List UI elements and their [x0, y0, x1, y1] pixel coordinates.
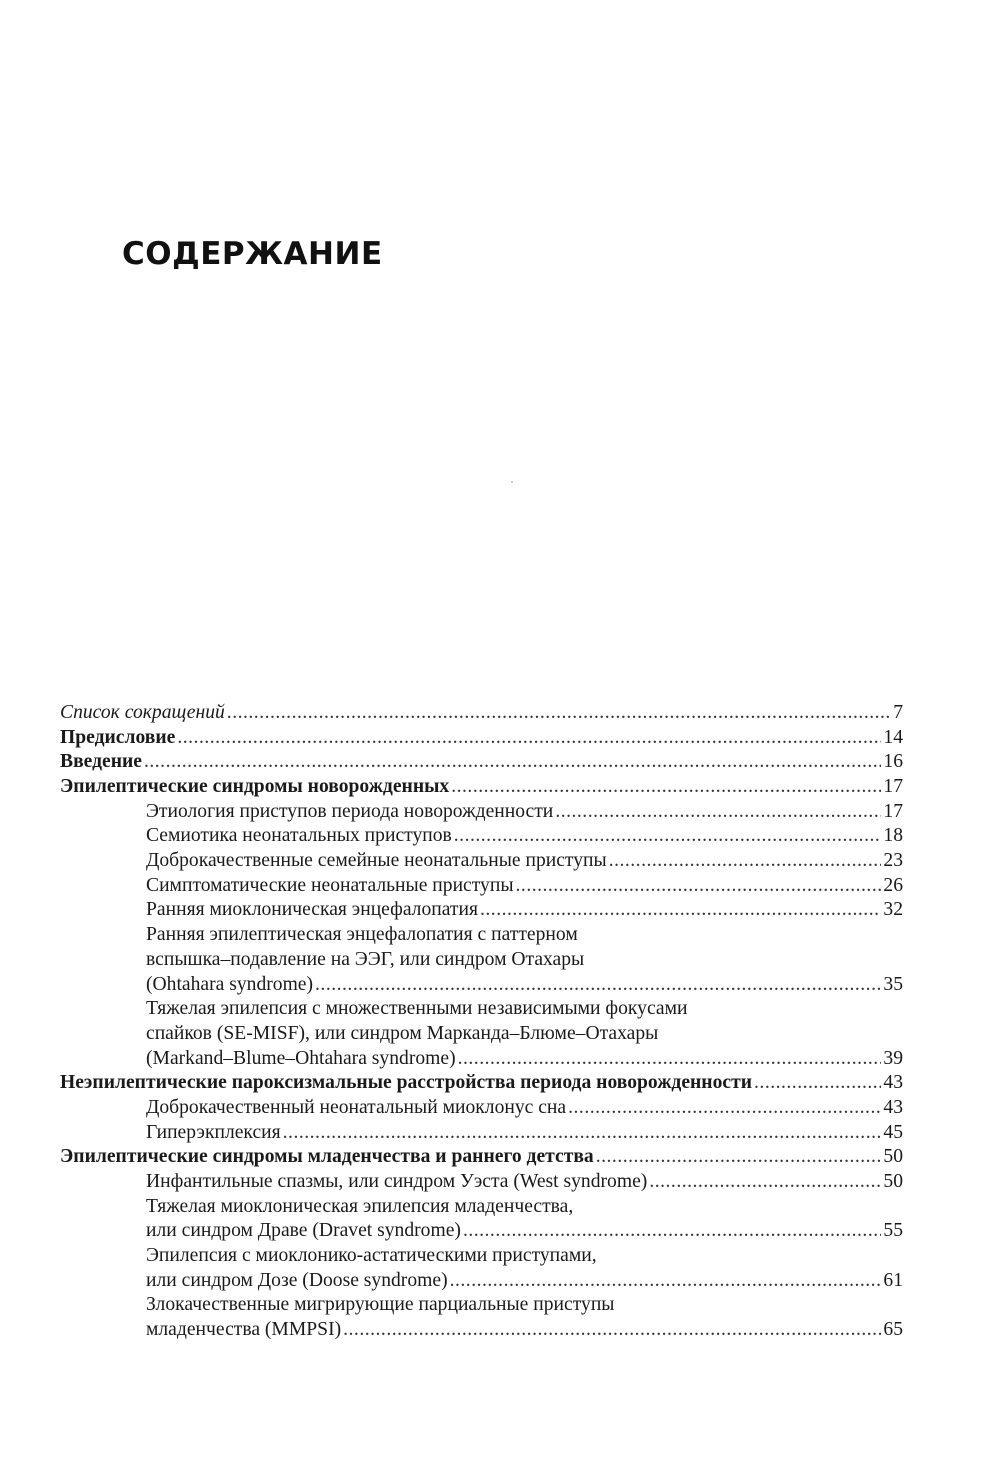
toc-entry-title: или синдром Драве (Dravet syndrome): [146, 1220, 461, 1242]
toc-entry[interactable]: [60, 948, 903, 973]
toc-entry-title: (Ohtahara syndrome): [146, 973, 314, 995]
toc-dot-leader: [144, 750, 881, 775]
toc-entry-title: спайков (SE-MISF), или синдром Марканда–Блюме–Отахары: [146, 1022, 659, 1044]
toc-page-number: 39: [883, 1047, 903, 1069]
toc-entry[interactable]: [60, 1096, 903, 1121]
toc-entry[interactable]: [60, 1071, 903, 1096]
toc-entry-title: Семиотика неонатальных приступов: [146, 825, 452, 847]
toc-entry-title: Этиология приступов периода новорожденности: [146, 800, 554, 822]
toc-entry[interactable]: [60, 1318, 903, 1343]
toc-dot-leader: [555, 800, 881, 825]
toc-dot-leader: [649, 1170, 881, 1195]
toc-entry[interactable]: [60, 997, 903, 1022]
toc-entry-title: Предисловие: [60, 726, 176, 748]
toc-entry[interactable]: [60, 1195, 903, 1220]
toc-entry[interactable]: [60, 1269, 903, 1294]
page-speck: [511, 481, 513, 483]
toc-entry-title: Доброкачественные семейные неонатальные приступы: [146, 850, 607, 872]
toc-entry[interactable]: [60, 923, 903, 948]
page-title: СОДЕРЖАНИЕ: [122, 236, 383, 272]
toc-page-number: 18: [883, 825, 903, 847]
toc-page-number: 43: [883, 1072, 903, 1094]
toc-entry-title: Список сокращений: [60, 701, 225, 723]
toc-dot-leader: [754, 1071, 881, 1096]
toc-dot-leader: [315, 973, 881, 998]
toc-page-number: 16: [883, 751, 903, 773]
toc-entry-title: младенчества (MMPSI): [146, 1319, 342, 1341]
toc-entry[interactable]: [60, 973, 903, 998]
toc-page-number: 23: [883, 850, 903, 872]
toc-entry[interactable]: [60, 726, 903, 751]
toc-page-number: 14: [883, 726, 903, 748]
toc-entry-title: Неэпилептические пароксизмальные расстройства периода новорожденности: [60, 1072, 753, 1094]
toc-dot-leader: [177, 726, 881, 751]
toc-entry-title: Эпилепсия с миоклонико-астатическими приступами,: [146, 1245, 597, 1267]
toc-dot-leader: [451, 775, 881, 800]
toc-dot-leader: [343, 1318, 881, 1343]
toc-dot-leader: [480, 898, 881, 923]
toc-dot-leader: [596, 1145, 882, 1170]
toc-entry-title: вспышка–подавление на ЭЭГ, или синдром Отахары: [146, 948, 585, 970]
toc-page-number: 32: [883, 899, 903, 921]
toc-entry[interactable]: [60, 824, 903, 849]
toc-entry-title: Доброкачественный неонатальный миоклонус сна: [146, 1096, 567, 1118]
toc-page-number: 50: [883, 1171, 903, 1193]
toc-page-number: 35: [883, 973, 903, 995]
toc-entry[interactable]: [60, 1244, 903, 1269]
toc-page-number: 43: [883, 1096, 903, 1118]
toc-entry[interactable]: [60, 1047, 903, 1072]
toc-entry-title: Тяжелая эпилепсия с множественными независимыми фокусами: [146, 998, 688, 1020]
toc-entry[interactable]: [60, 701, 903, 726]
toc-entry[interactable]: [60, 874, 903, 899]
toc-dot-leader: [450, 1269, 882, 1294]
toc-entry-title: Симптоматические неонатальные приступы: [146, 874, 514, 896]
toc-entry-title: Злокачественные мигрирующие парциальные приступы: [146, 1294, 615, 1316]
toc-entry[interactable]: [60, 849, 903, 874]
table-of-contents: [60, 701, 903, 1343]
toc-entry[interactable]: [60, 1145, 903, 1170]
toc-dot-leader: [609, 849, 882, 874]
toc-entry[interactable]: [60, 1121, 903, 1146]
toc-entry[interactable]: [60, 1022, 903, 1047]
toc-dot-leader: [516, 874, 882, 899]
toc-dot-leader: [454, 824, 882, 849]
toc-entry[interactable]: [60, 775, 903, 800]
toc-page-number: 50: [883, 1146, 903, 1168]
toc-entry[interactable]: [60, 750, 903, 775]
toc-dot-leader: [568, 1096, 881, 1121]
toc-entry[interactable]: [60, 1294, 903, 1319]
toc-page-number: 61: [883, 1269, 903, 1291]
toc-entry-title: Гиперэкплексия: [146, 1121, 281, 1143]
toc-entry-title: или синдром Дозе (Doose syndrome): [146, 1269, 448, 1291]
toc-entry[interactable]: [60, 800, 903, 825]
toc-entry-title: Ранняя миоклоническая энцефалопатия: [146, 899, 478, 921]
toc-entry-title: Введение: [60, 751, 142, 773]
toc-page-number: 17: [883, 800, 903, 822]
toc-entry[interactable]: [60, 1170, 903, 1195]
toc-page-number: 55: [883, 1220, 903, 1242]
toc-entry-title: Ранняя эпилептическая энцефалопатия с паттерном: [146, 924, 578, 946]
toc-dot-leader: [283, 1121, 882, 1146]
toc-page-number: 26: [883, 874, 903, 896]
toc-page-number: 65: [883, 1319, 903, 1341]
toc-entry[interactable]: [60, 1219, 903, 1244]
toc-page-number: 17: [883, 776, 903, 798]
toc-page-number: 45: [883, 1121, 903, 1143]
toc-entry-title: Тяжелая миоклоническая эпилепсия младенчества,: [146, 1195, 574, 1217]
toc-dot-leader: [463, 1219, 881, 1244]
toc-dot-leader: [227, 701, 891, 726]
toc-entry[interactable]: [60, 899, 903, 924]
toc-dot-leader: [458, 1047, 882, 1072]
toc-page-number: 7: [893, 701, 903, 723]
toc-entry-title: Инфантильные спазмы, или синдром Уэста (West syndrome): [146, 1171, 648, 1193]
toc-entry-title: (Markand–Blume–Ohtahara syndrome): [146, 1047, 456, 1069]
toc-entry-title: Эпилептические синдромы новорожденных: [60, 776, 450, 798]
toc-entry-title: Эпилептические синдромы младенчества и раннего детства: [60, 1146, 594, 1168]
